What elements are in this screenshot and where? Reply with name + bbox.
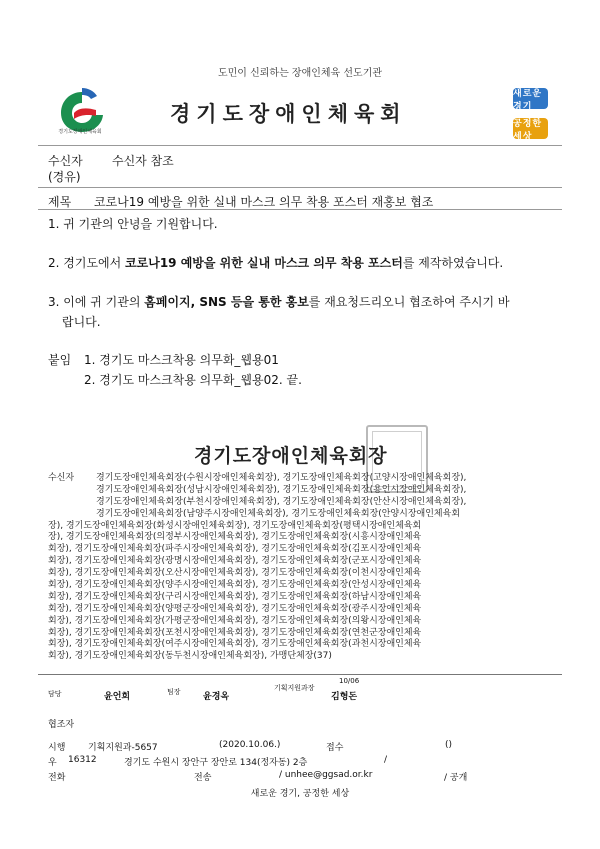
body-paragraph-1: 1. 귀 기관의 안녕을 기원합니다. — [48, 217, 218, 231]
via-label: (경유) — [48, 170, 81, 184]
cooperator-label: 협조자 — [48, 720, 75, 730]
attachment-item-1: 1. 경기도 마스크착용 의무화_웹용01 — [84, 353, 279, 367]
recipients-line: 회장), 경기도장애인체육회장(양평군장애인체육회장), 경기도장애인체육회장(광주시장애인체육 — [48, 603, 422, 614]
approval-name-lead: 윤경옥 — [203, 692, 230, 702]
zip-code: 16312 — [68, 755, 97, 765]
recipient-value: 수신자 참조 — [112, 154, 174, 168]
attachment-item-2: 2. 경기도 마스크착용 의무화_웹용02. 끝. — [84, 373, 302, 387]
receive-label: 접수 — [326, 743, 344, 753]
public-status: / 공개 — [444, 773, 468, 783]
approval-date: 10/06 — [339, 677, 360, 685]
recipients-list-label: 수신자 — [48, 473, 75, 483]
recipients-line: 회장), 경기도장애인체육회장(광명시장애인체육회장), 경기도장애인체육회장(군포시장애인체육 — [48, 556, 422, 567]
address-slash: / — [384, 755, 388, 765]
recipients-line: 회장), 경기도장애인체육회장(양주시장애인체육회장), 경기도장애인체육회장(안성시장애인체육 — [48, 580, 422, 591]
logo-caption: 경기도장애인체육회 — [58, 129, 102, 135]
enforce-number: 기획지원과-5657 — [88, 743, 158, 753]
subject-divider — [38, 209, 562, 210]
body-paragraph-2 — [48, 254, 503, 271]
body-p3-emphasis: 홈페이지, SNS 등을 통한 홍보 — [144, 295, 309, 309]
header-divider — [38, 145, 562, 146]
badge-fair-world: 공정한 세상 — [513, 118, 548, 139]
signatory-name: 경기도장애인체육회장 — [194, 445, 388, 467]
body-paragraph-3-cont: 랍니다. — [62, 315, 101, 329]
approval-role-director: 기획지원과장 — [274, 684, 315, 692]
recipients-line: 회장), 경기도장애인체육회장(파주시장애인체육회장), 경기도장애인체육회장(김포시장애인체육 — [48, 544, 422, 555]
address: 경기도 수원시 장안구 장안로 134(정자동) 2층 — [124, 758, 308, 768]
approval-role-lead: 팀장 — [167, 688, 181, 696]
recipients-line: 회장), 경기도장애인체육회장(오산시장애인체육회장), 경기도장애인체육회장(이천시장애인체육 — [48, 568, 422, 579]
recipient-label: 수신자 — [48, 154, 83, 168]
organization-name: 경기도장애인체육회 — [170, 102, 407, 126]
recipients-line: 경기도장애인체육회장(수원시장애인체육회장), 경기도장애인체육회장(고양시장애인체육회장), — [96, 473, 467, 483]
approval-divider — [38, 674, 562, 675]
footer-motto: 새로운 경기, 공정한 세상 — [250, 789, 350, 799]
body-p2-emphasis: 코로나19 예방을 위한 실내 마스크 의무 착용 포스터 — [125, 256, 403, 270]
recipients-line: 장), 경기도장애인체육회장(의정부시장애인체육회장), 경기도장애인체육회장(시흥시장애인체육 — [48, 532, 422, 543]
header-slogan: 도민이 신뢰하는 장애인체육 선도기관 — [217, 68, 383, 79]
body-p3-start: 3. 이에 귀 기관의 — [48, 295, 145, 309]
zip-label: 우 — [48, 758, 57, 768]
fax-label: 전송 — [194, 773, 212, 783]
approval-name-director: 김형돈 — [331, 692, 358, 702]
recipient-divider — [38, 187, 562, 188]
email-link[interactable]: / unhee@ggsad.or.kr — [279, 770, 373, 780]
enforce-label: 시행 — [48, 743, 66, 753]
badge-new-gyeonggi: 새로운 경기 — [513, 88, 548, 109]
recipients-line: 회장), 경기도장애인체육회장(가평군장애인체육회장), 경기도장애인체육회장(의왕시장애인체육 — [48, 615, 422, 626]
body-p3-end: 를 재요청드리오니 협조하여 주시기 바 — [308, 295, 510, 309]
body-p2-start: 2. 경기도에서 — [48, 256, 126, 270]
recipients-line: 회장), 경기도장애인체육회장(포천시장애인체육회장), 경기도장애인체육회장(연천군장애인체육 — [48, 627, 422, 638]
approval-name-staff: 윤언희 — [104, 692, 131, 702]
recipients-line: 경기도장애인체육회장(부천시장애인체육회장), 경기도장애인체육회장(안산시장애인체육회장), — [96, 496, 467, 507]
recipients-line: 회장), 경기도장애인체육회장(여주시장애인체육회장), 경기도장애인체육회장(과천시장애인체육 — [48, 639, 422, 650]
recipients-line: 회장), 경기도장애인체육회장(동두천시장애인체육회장), 가맹단체장(37) — [48, 651, 332, 662]
approval-role-staff: 담당 — [48, 690, 62, 698]
recipients-line: 경기도장애인체육회장(남양주시장애인체육회장), 경기도장애인체육회장(안양시장애인체육회 — [96, 508, 461, 519]
enforce-date: (2020.10.06.) — [219, 740, 281, 750]
recipients-line: 경기도장애인체육회장(성남시장애인체육회장), 경기도장애인체육회장(용인시장애인체육회장), — [96, 484, 467, 495]
recipients-line: 장), 경기도장애인체육회장(화성시장애인체육회장), 경기도장애인체육회장(평택시장애인체육회 — [48, 520, 422, 531]
recipients-line: 회장), 경기도장애인체육회장(구리시장애인체육회장), 경기도장애인체육회장(하남시장애인체육 — [48, 591, 422, 602]
receive-value: () — [445, 740, 453, 750]
body-p2-end: 를 제작하였습니다. — [402, 256, 504, 270]
body-paragraph-3 — [48, 293, 510, 310]
subject-label: 제목 — [48, 195, 72, 209]
attachment-label: 붙임 — [48, 353, 72, 367]
phone-label: 전화 — [48, 773, 66, 783]
subject-value: 코로나19 예방을 위한 실내 마스크 의무 착용 포스터 재홍보 협조 — [94, 195, 434, 209]
